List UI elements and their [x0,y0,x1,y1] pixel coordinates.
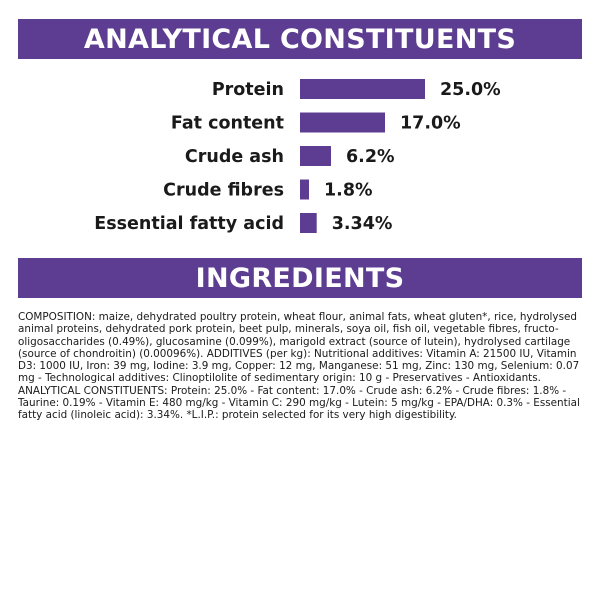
value-label: 3.34% [331,214,393,234]
value-label: 25.0% [440,80,501,100]
ingredients-title: INGREDIENTS [195,262,405,294]
category-label: Crude fibres [163,180,284,201]
bar [300,146,331,166]
bar [300,180,309,200]
bar [300,79,425,99]
value-label: 6.2% [346,147,395,167]
category-label: Protein [211,80,284,100]
category-label: Crude ash [184,147,284,167]
bar [300,113,385,133]
bar [300,213,317,233]
ingredients-banner [18,258,582,298]
ingredients-composition-text: COMPOSITION: maize, dehydrated poultry protein, wheat flour, animal fats, wheat gluten*, rice, hydrolysed animal proteins, dehydrated pork protein, beet pulp, minerals, soya oil, fish oil, vegetable fibres, fructo-oligosaccharides (0.49%), glucosamine (0.099%), marigold extract (source of lutein), hydrolysed cartilage (source of chondroitin) (0.00096%). ADDITIVES (per kg): Nutritional additives: Vitamin A: 21500 IU, Vitamin D3: 1000 IU, Iron: 39 mg, Iodine: 3.9 mg, Copper: 12 mg, Manganese: 51 mg, Zinc: 130 mg, Selenium: 0.07 mg - Technological additives: Clinoptilolite of sedimentary origin: 10 g - Preservatives - Antioxidants. ANALYTICAL CONSTITUENTS: Protein: 25.0% - Fat content: 17.0% - Crude ash: 6.2% - Crude fibres: 1.8% - Taurine: 0.19% - Vitamin E: 480 mg/kg - Vitamin C: 290 mg/kg - Lutein: 5 mg/kg - EPA/DHA: 0.3% - Essential fatty acid (linoleic acid): 3.34%. *L.I.P.: protein selected for its very high digestibility. [18,311,580,422]
category-label: Essential fatty acid [94,214,284,234]
value-label: 17.0% [400,113,461,134]
analytical-constituents-title: ANALYTICAL CONSTITUENTS [83,23,517,55]
value-label: 1.8% [324,180,373,201]
analytical-constituents-chart [0,0,600,250]
category-label: Fat content [170,113,284,134]
